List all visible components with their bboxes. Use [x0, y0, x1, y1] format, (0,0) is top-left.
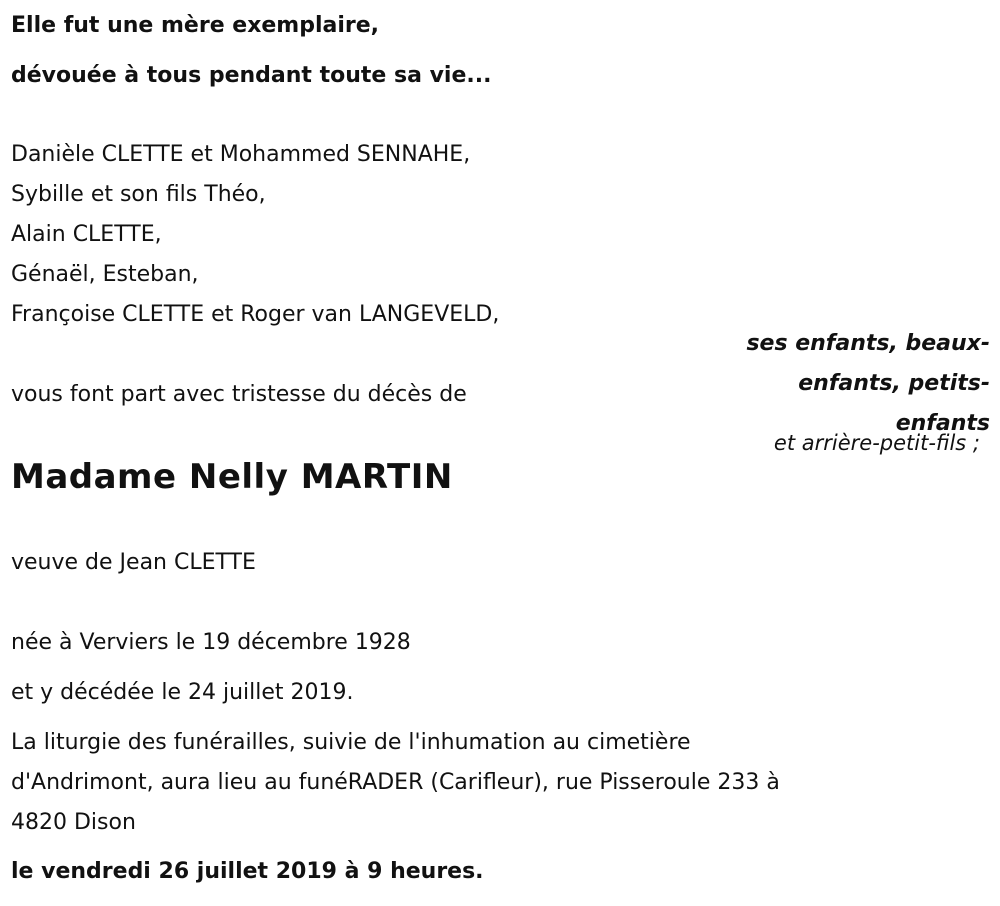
ceremony-line: 4820 Dison	[11, 810, 136, 835]
family-member-line: Alain CLETTE,	[11, 222, 162, 247]
ceremony-line: d'Andrimont, aura lieu au funéRADER (Carifleur), rue Pisseroule 233 à	[11, 770, 780, 795]
relation-line-3: enfants	[895, 411, 990, 436]
deceased-name: Madame Nelly MARTIN	[11, 457, 453, 497]
relation-line-1: ses enfants, beaux-	[746, 331, 990, 356]
family-member-line: Françoise CLETTE et Roger van LANGEVELD,	[11, 302, 500, 327]
intro-line-2: dévouée à tous pendant toute sa vie...	[11, 63, 492, 88]
family-member-line: Sybille et son fils Théo,	[11, 182, 266, 207]
family-relation	[690, 324, 990, 444]
death-text: et y décédée le 24 juillet 2019.	[11, 680, 354, 705]
announcement-text: vous font part avec tristesse du décès de	[11, 382, 467, 407]
intro-line-1: Elle fut une mère exemplaire,	[11, 13, 380, 38]
relation-line-2: enfants, petits-	[798, 371, 990, 396]
birth-text: née à Verviers le 19 décembre 1928	[11, 630, 411, 655]
widow-of-text: veuve de Jean CLETTE	[11, 550, 256, 575]
ceremony-date: le vendredi 26 juillet 2019 à 9 heures.	[11, 859, 484, 884]
ceremony-line: La liturgie des funérailles, suivie de l'inhumation au cimetière	[11, 730, 691, 755]
family-member-line: Génaël, Esteban,	[11, 262, 199, 287]
family-member-line: Danièle CLETTE et Mohammed SENNAHE,	[11, 142, 471, 167]
relation-line-4: et arrière-petit-fils ;	[773, 431, 980, 455]
